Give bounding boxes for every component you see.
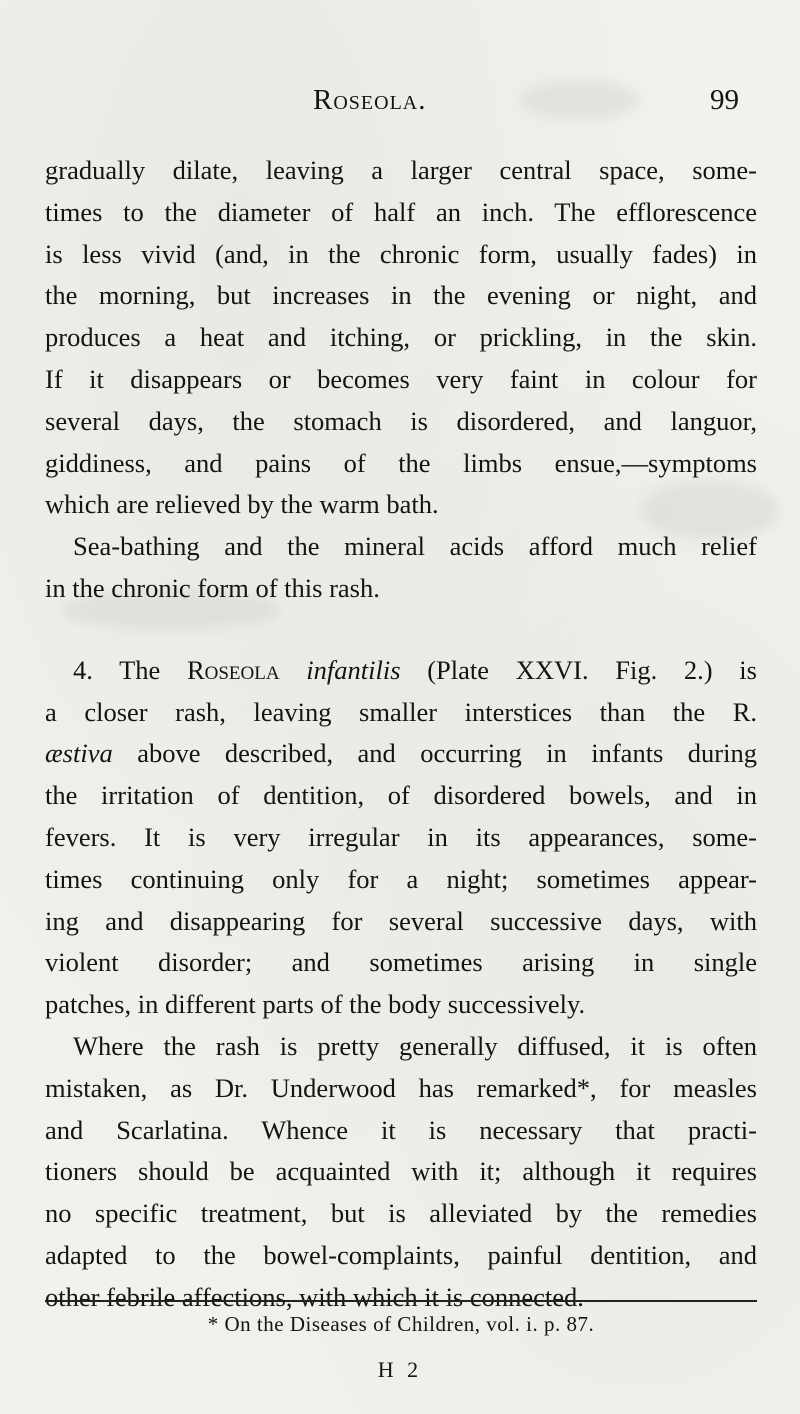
body-text [45, 150, 757, 1319]
text-line: times continuing only for a night; sometimes appear- [45, 863, 757, 894]
section-heading-line [45, 650, 757, 692]
text-line: produces a heat and itching, or prickling, in the skin. [45, 322, 757, 353]
paragraph-2 [45, 526, 757, 610]
text-line: in the chronic form of this rash. [45, 572, 380, 603]
text-line: no specific treatment, but is alleviated by the remedies [45, 1198, 757, 1229]
text-line: fevers. It is very irregular in its appearances, some- [45, 821, 757, 852]
paragraph-4 [45, 1026, 757, 1319]
paragraph-1 [45, 150, 757, 526]
text-line: the irritation of dentition, of disordered bowels, and in [45, 780, 757, 811]
footnote: * On the Diseases of Children, vol. i. p. 87. [207, 1312, 595, 1336]
text-line: violent disorder; and sometimes arising in single [45, 947, 757, 978]
text-line: Where the rash is pretty generally diffused, it is often [73, 1030, 757, 1061]
text-line: ing and disappearing for several successive days, with [45, 905, 757, 936]
species-name: infantilis [306, 654, 401, 685]
text-line: tioners should be acquainted with it; although it requires [45, 1156, 757, 1187]
text-line: the morning, but increases in the evening or night, and [45, 280, 757, 311]
text-line: is less vivid (and, in the chronic form, usually fades) in [45, 238, 757, 269]
text-line [45, 733, 757, 775]
text-line: giddiness, and pains of the limbs ensue,—symptoms [45, 447, 757, 478]
running-title: Roseola. [313, 84, 427, 116]
paragraph-3 [45, 650, 757, 1026]
text-line: gradually dilate, leaving a larger central space, some- [45, 155, 757, 185]
text-line: patches, in different parts of the body successively. [45, 989, 586, 1020]
species-name-aestiva: æstiva [45, 738, 113, 769]
heading-rest: (Plate XXVI. Fig. 2.) is [400, 654, 757, 685]
text-line: mistaken, as Dr. Underwood has remarked*, for measles [45, 1072, 757, 1103]
footnote-rule [45, 1300, 757, 1302]
text-line: Sea-bathing and the mineral acids afford much relief [73, 531, 757, 562]
text-line: which are relieved by the warm bath. [45, 489, 439, 520]
text-line: other febrile affections, with which it is connected. [45, 1281, 584, 1312]
text-line: If it disappears or becomes very faint in colour for [45, 363, 757, 394]
genus-name: Roseola [186, 654, 280, 685]
text-line: times to the diameter of half an inch. The efflorescence [45, 196, 757, 227]
running-head [48, 84, 753, 124]
text-line: adapted to the bowel-complaints, painful dentition, and [45, 1239, 757, 1270]
page-number: 99 [710, 84, 739, 116]
text-line-rest: above described, and occurring in infants during [137, 738, 757, 769]
signature-mark: H 2 [377, 1357, 423, 1382]
section-number: 4. The [73, 654, 187, 685]
text-line: several days, the stomach is disordered, and languor, [45, 405, 757, 436]
text-line: a closer rash, leaving smaller interstices than the R. [45, 696, 757, 727]
section-gap [45, 610, 757, 650]
text-line: and Scarlatina. Whence it is necessary that practi- [45, 1114, 757, 1145]
